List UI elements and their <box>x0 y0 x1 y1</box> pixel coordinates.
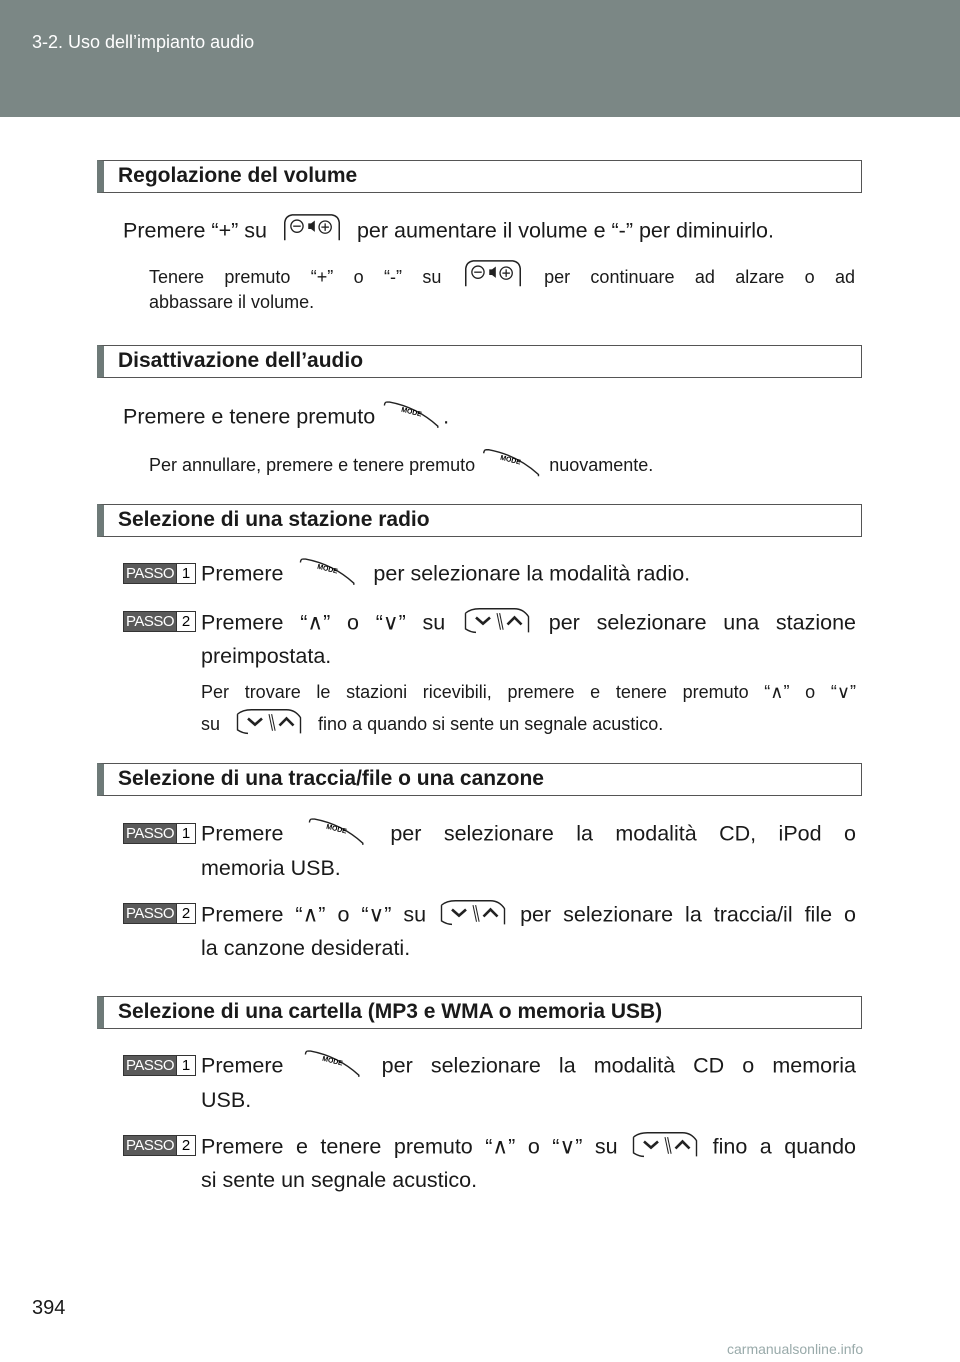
step-number: 1 <box>176 564 195 583</box>
step-number: 2 <box>176 612 195 631</box>
folder-step1-line2: USB. <box>201 1088 252 1112</box>
text: per selezionare una stazione <box>548 610 857 635</box>
radio-step2-line2: preimpostata. <box>201 644 332 668</box>
step-label: PASSO <box>125 1057 175 1074</box>
text: per selezionare la traccia/il file o <box>520 902 856 927</box>
radio-step2-line1 <box>201 608 856 640</box>
mute-note <box>149 451 653 481</box>
seek-button-icon <box>234 706 304 738</box>
section-title-track: Selezione di una traccia/file o una canzone <box>97 763 862 796</box>
text: Premere e tenere premuto “∧” o “∨” su <box>201 1134 618 1159</box>
mode-button-icon <box>302 1049 364 1079</box>
step-label: PASSO <box>125 1137 175 1154</box>
track-step1-line2: memoria USB. <box>201 856 341 880</box>
step-label: PASSO <box>125 565 175 582</box>
text: Tenere premuto “+” o “-” su <box>149 266 442 287</box>
step-badge <box>123 611 196 632</box>
folder-step2-line2: si sente un segnale acustico. <box>201 1168 478 1192</box>
text: Premere “∧” o “∨” su <box>201 902 427 927</box>
text: Per annullare, premere e tenere premuto <box>149 454 476 475</box>
text: . <box>443 404 450 429</box>
radio-note-line1: Per trovare le stazioni ricevibili, premere e tenere premuto “∧” o “∨” <box>201 682 856 702</box>
mode-label: MODE <box>400 406 423 419</box>
text: Premere <box>201 1053 284 1078</box>
volume-button-icon <box>281 213 343 245</box>
step-label: PASSO <box>125 613 175 630</box>
step-badge <box>123 563 196 584</box>
step-badge <box>123 1135 196 1156</box>
track-step1-line1 <box>201 820 856 850</box>
text: nuovamente. <box>549 454 654 475</box>
folder-step2-line1 <box>201 1132 856 1164</box>
seek-button-icon <box>438 897 508 929</box>
step-number: 1 <box>176 1056 195 1075</box>
step-badge <box>123 823 196 844</box>
header-bar <box>0 0 960 117</box>
step-number: 1 <box>176 824 195 843</box>
text: su <box>201 713 221 734</box>
volume-button-icon <box>462 259 524 291</box>
text: fino a quando <box>712 1134 856 1159</box>
mode-button-icon <box>480 448 544 478</box>
volume-paragraph <box>123 216 774 248</box>
step-badge <box>123 903 196 924</box>
volume-note-line1 <box>149 262 855 294</box>
watermark: carmanualsonline.info <box>727 1341 864 1357</box>
seek-button-icon <box>462 605 532 637</box>
breadcrumb: 3-2. Uso dell’impianto audio <box>32 32 255 52</box>
step-badge <box>123 1055 196 1076</box>
text: Premere <box>201 561 284 586</box>
text: Premere <box>201 821 284 846</box>
track-step2-line2: la canzone desiderati. <box>201 936 411 960</box>
mode-label: MODE <box>325 823 348 836</box>
text: Premere “∧” o “∨” su <box>201 610 446 635</box>
mode-label: MODE <box>499 454 522 467</box>
volume-note-line2: abbassare il volume. <box>149 292 315 312</box>
radio-step1 <box>201 560 690 590</box>
text: fino a quando si sente un segnale acustico. <box>318 713 664 734</box>
step-label: PASSO <box>125 825 175 842</box>
section-title-volume: Regolazione del volume <box>97 160 862 193</box>
text: Premere “+” su <box>123 218 267 243</box>
text: per selezionare la modalità radio. <box>373 561 691 586</box>
text: per continuare ad alzare o ad <box>544 266 855 287</box>
text: per selezionare la modalità CD o memoria <box>381 1053 856 1078</box>
mode-label: MODE <box>316 563 339 576</box>
seek-button-icon <box>630 1129 700 1161</box>
track-step2-line1 <box>201 900 856 932</box>
text: per selezionare la modalità CD, iPod o <box>390 821 856 846</box>
step-number: 2 <box>176 1136 195 1155</box>
mode-button-icon <box>381 400 443 430</box>
section-title-folder: Selezione di una cartella (MP3 e WMA o memoria USB) <box>97 996 862 1029</box>
text: per aumentare il volume e “-” per diminuirlo. <box>356 218 774 243</box>
text: Premere e tenere premuto <box>123 404 376 429</box>
section-title-mute: Disattivazione dell’audio <box>97 345 862 378</box>
mode-button-icon <box>297 557 359 587</box>
step-number: 2 <box>176 904 195 923</box>
page-number: 394 <box>32 1297 66 1319</box>
section-title-radio: Selezione di una stazione radio <box>97 504 862 537</box>
folder-step1-line1 <box>201 1052 856 1082</box>
step-label: PASSO <box>125 905 175 922</box>
mode-button-icon <box>306 817 368 847</box>
mute-paragraph <box>123 403 449 433</box>
mode-label: MODE <box>320 1055 343 1068</box>
radio-note-line2 <box>201 709 663 741</box>
